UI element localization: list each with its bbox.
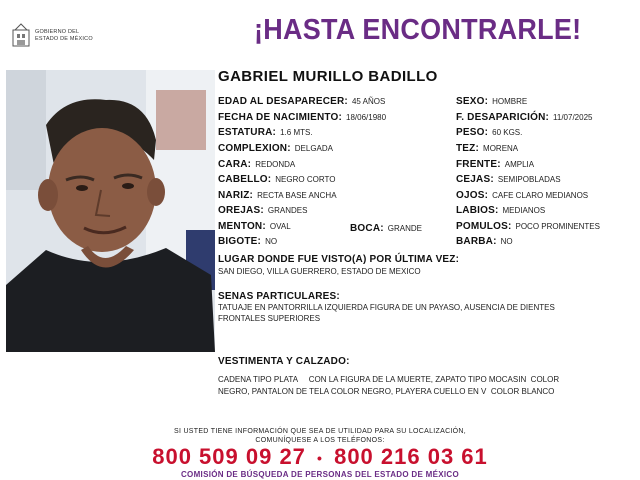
field-value: MORENA — [483, 144, 519, 153]
particular-signs-title: SENAS PARTICULARES: — [218, 291, 340, 302]
field-cara — [218, 159, 295, 170]
field-label: BIGOTE: — [218, 236, 262, 247]
field-value: RECTA BASE ANCHA — [257, 191, 337, 200]
field-value: POCO PROMINENTES — [515, 222, 600, 231]
state-emblem-icon — [10, 22, 32, 48]
field-label: OJOS: — [456, 190, 489, 201]
field-label: NARIZ: — [218, 190, 254, 201]
field-value: DELGADA — [294, 144, 333, 153]
field-label: CEJAS: — [456, 174, 494, 185]
field-label: TEZ: — [456, 143, 480, 154]
field-value: NO — [500, 237, 513, 246]
clothing-line-2: NEGRO, PANTALON DE TELA COLOR NEGRO, PLAYERA CUELLO EN V COLOR BLANCO — [218, 387, 555, 396]
field-value: 60 KGS. — [492, 128, 523, 137]
field-label: OREJAS: — [218, 205, 264, 216]
logo-line-1: GOBIERNO DEL — [35, 29, 80, 35]
field-label: POMULOS: — [456, 221, 512, 232]
field-label: COMPLEXION: — [218, 143, 291, 154]
phone-number-1[interactable]: 800 509 09 27 — [152, 444, 306, 469]
field-tez — [456, 143, 518, 154]
field-peso — [456, 127, 522, 138]
field-label: CARA: — [218, 159, 252, 170]
missing-person-photo — [6, 70, 215, 352]
field-value: AMPLIA — [504, 160, 535, 169]
field-boca — [350, 223, 422, 234]
field-label: FECHA DE NACIMIENTO: — [218, 112, 342, 123]
field-value: HOMBRE — [492, 97, 528, 106]
headline: ¡HASTA ENCONTRARLE! — [254, 14, 582, 46]
field-sexo — [456, 96, 527, 107]
phone-separator: • — [317, 450, 323, 467]
field-labios — [456, 205, 545, 216]
field-value: 45 AÑOS — [351, 97, 386, 106]
field-cejas — [456, 174, 561, 185]
field-value: SEMIPOBLADAS — [497, 175, 561, 184]
field-ojos — [456, 190, 588, 201]
last-seen-title: LUGAR DONDE FUE VISTO(A) POR ÚLTIMA VEZ: — [218, 254, 460, 265]
clothing-line-1: CADENA TIPO PLATA CON LA FIGURA DE LA MUERTE, ZAPATO TIPO MOCASIN COLOR — [218, 375, 560, 384]
field-label: F. DESAPARICIÓN: — [456, 112, 550, 123]
field-label: FRENTE: — [456, 159, 501, 170]
government-logo — [10, 22, 120, 48]
field-value: 1.6 MTS. — [280, 128, 313, 137]
field-value: 18/06/1980 — [346, 113, 387, 122]
field-label: LABIOS: — [456, 205, 499, 216]
commission-name: COMISIÓN DE BÚSQUEDA DE PERSONAS DEL ESTADO DE MÉXICO — [180, 470, 459, 479]
field-bigote — [218, 236, 277, 247]
phone-number-2[interactable]: 800 216 03 61 — [334, 444, 488, 469]
person-photo-illustration — [6, 70, 215, 352]
field-value: GRANDE — [387, 224, 423, 233]
field-label: MENTON: — [218, 221, 266, 232]
field-value: REDONDA — [255, 160, 296, 169]
field-value: 11/07/2025 — [553, 113, 593, 122]
phone-numbers — [0, 444, 640, 470]
field-label: BOCA: — [350, 223, 384, 234]
logo-line-2: ESTADO DE MÉXICO — [35, 35, 93, 42]
field-desaparicion — [456, 112, 592, 123]
particular-signs-line-2: FRONTALES SUPERIORES — [218, 314, 321, 323]
field-value: NO — [265, 237, 278, 246]
particular-signs-line-1: TATUAJE EN PANTORRILLA IZQUIERDA FIGURA DE UN PAYASO, AUSENCIA DE DIENTES — [218, 303, 555, 312]
field-label: PESO: — [456, 127, 489, 138]
field-nariz — [218, 190, 337, 201]
info-note-line-2: COMUNÍQUESE A LOS TELÉFONOS: — [255, 437, 385, 444]
field-value: NEGRO CORTO — [275, 175, 336, 184]
field-edad — [218, 96, 385, 107]
last-seen-text: SAN DIEGO, VILLA GUERRERO, ESTADO DE MEXICO — [218, 267, 421, 276]
field-value: GRANDES — [267, 206, 308, 215]
field-label: ESTATURA: — [218, 127, 277, 138]
field-value: MEDIANOS — [502, 206, 546, 215]
field-fecha-nacimiento — [218, 112, 386, 123]
clothing-title: VESTIMENTA Y CALZADO: — [218, 356, 350, 367]
field-complexion — [218, 143, 333, 154]
field-label: CABELLO: — [218, 174, 272, 185]
person-name: GABRIEL MURILLO BADILLO — [218, 68, 438, 85]
field-estatura — [218, 127, 313, 138]
field-value: OVAL — [269, 222, 291, 231]
field-orejas — [218, 205, 307, 216]
field-value: CAFE CLARO MEDIANOS — [492, 191, 589, 200]
field-label: BARBA: — [456, 236, 497, 247]
field-menton — [218, 221, 291, 232]
field-label: SEXO: — [456, 96, 489, 107]
field-label: EDAD AL DESAPARECER: — [218, 96, 348, 107]
field-pomulos — [456, 221, 600, 232]
field-barba — [456, 236, 513, 247]
field-frente — [456, 159, 534, 170]
info-note-line-1: SI USTED TIENE INFORMACIÓN QUE SEA DE UTILIDAD PARA SU LOCALIZACIÓN, — [173, 428, 467, 435]
field-cabello — [218, 174, 335, 185]
